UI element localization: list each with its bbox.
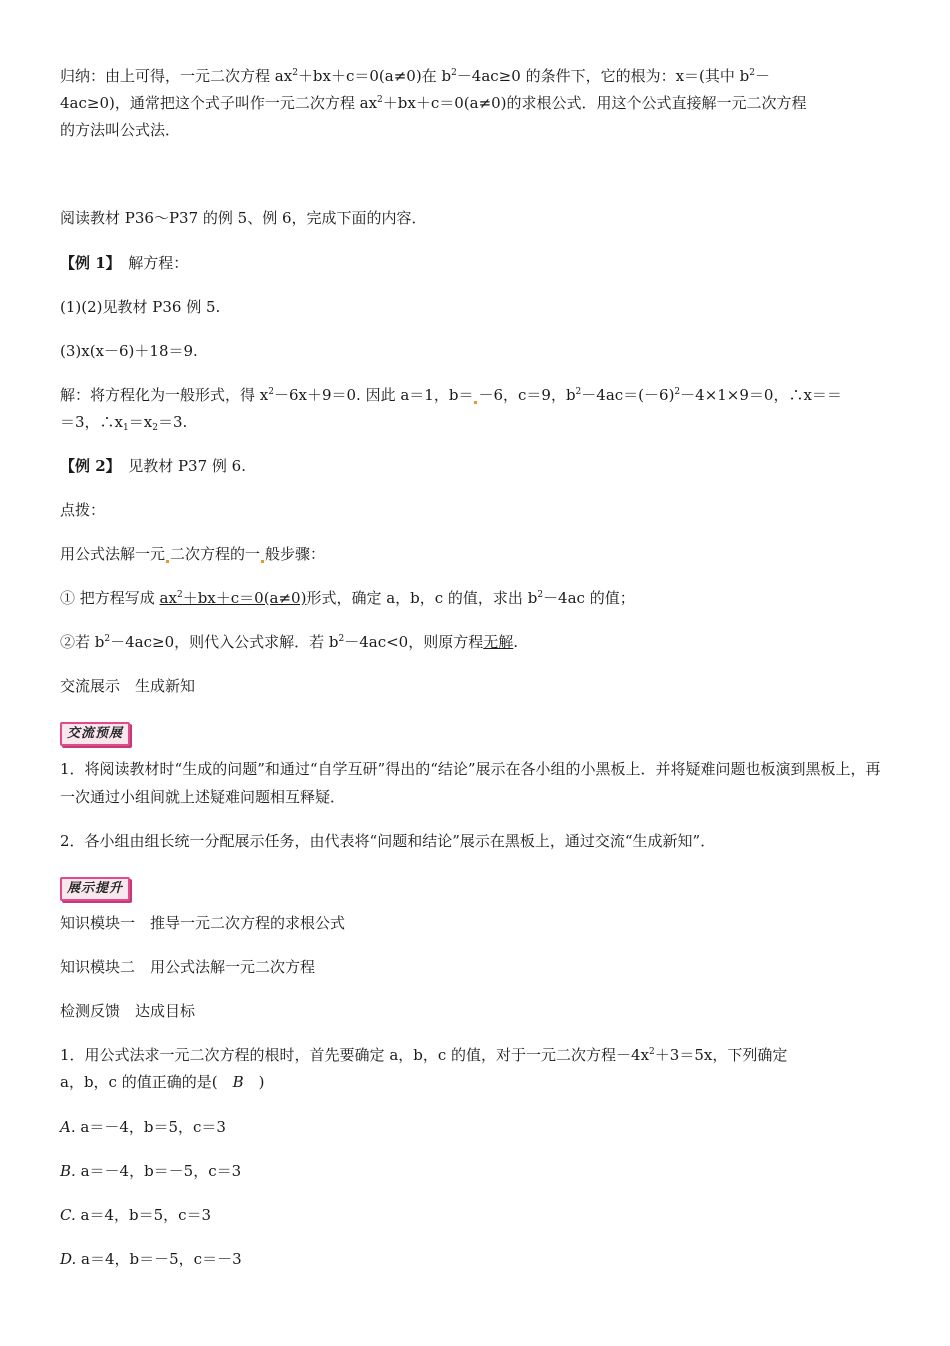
question-line-1 [60, 1041, 895, 1069]
text: ②若 b [60, 633, 105, 651]
hint-label: 点拨： [60, 501, 106, 519]
superscript: 2 [338, 634, 345, 644]
text: 1．将阅读教材时“生成的问题”和通过“自学互研”得出的“结论”展示在各小组的小黑板上．并将疑难问题也板演到黑板上，再一次通过小组间就上述疑难问题相互释疑． [60, 760, 881, 806]
annotation-dot [261, 560, 264, 563]
text: ax [159, 589, 177, 607]
text: 二次方程的一 [170, 545, 261, 563]
subscript: 1 [123, 423, 129, 433]
text: －4ac≥0，则代入公式求解．若 b [110, 633, 339, 651]
text: 归纳：由上可得，一元二次方程 ax [60, 67, 293, 85]
example-1-solution-line-1 [60, 381, 895, 409]
exchange-item-1 [60, 755, 895, 811]
text: 4ac≥0)，通常把这个式子叫作一元二次方程 ax [60, 94, 378, 112]
example-1-item-12: (1)(2)见教材 P36 例 5. [60, 298, 221, 316]
hint-step-1 [60, 584, 895, 612]
superscript: 2 [377, 95, 383, 105]
text: a，b，c 的值正确的是( [60, 1073, 218, 1091]
annotation-dot [166, 560, 169, 563]
text: 1．用公式法求一元二次方程的根时，首先要确定 a，b，c 的值，对于一元二次方程－4x [60, 1046, 650, 1064]
option-letter: B. [60, 1162, 76, 1180]
option-text: a＝－4，b＝5，c＝3 [80, 1118, 226, 1136]
text: 用公式法解一元 [60, 545, 166, 563]
summary-line-3: 的方法叫公式法． [60, 121, 181, 139]
text: －6，c＝9，b [478, 386, 576, 404]
option-text: a＝4，b＝－5，c＝－3 [81, 1250, 242, 1268]
superscript: 2 [268, 387, 274, 397]
text: 解：将方程化为一般形式，得 x [60, 386, 269, 404]
text: ＝3，∴x [60, 413, 124, 431]
exchange-item-2: 2．各小组由组长统一分配展示任务，由代表将“问题和结论”展示在黑板上，通过交流“生成新知”． [60, 832, 716, 850]
answer-letter: B [232, 1073, 244, 1091]
subscript: 2 [152, 423, 158, 433]
superscript: 2 [292, 68, 298, 78]
text: ＋bx＋c＝0(a≠0)的求根公式．用这个公式直接解一元二次方程 [382, 94, 807, 112]
example-title: 解方程： [128, 254, 189, 272]
feedback-heading: 检测反馈 达成目标 [60, 1002, 196, 1020]
example-1-solution-line-2 [60, 408, 895, 436]
text: ＋bx＋c＝0(a≠0) [182, 589, 307, 607]
superscript: 2 [674, 387, 681, 397]
option-text: a＝4，b＝5，c＝3 [80, 1206, 212, 1224]
example-label: 【例 1】 [60, 254, 114, 272]
option-b [60, 1157, 895, 1185]
superscript: 2 [104, 634, 111, 644]
knowledge-module-1: 知识模块一 推导一元二次方程的求根公式 [60, 914, 346, 932]
summary-line-1 [60, 62, 895, 90]
text: －4×1×9＝0，∴x＝＝ [680, 386, 842, 404]
exchange-heading: 交流展示 生成新知 [60, 677, 196, 695]
no-solution-answer: 无解 [483, 633, 514, 651]
text: －4ac 的值； [543, 589, 635, 607]
text: －4ac＝(－6) [581, 386, 675, 404]
text: ) [258, 1073, 265, 1091]
option-d [60, 1245, 895, 1273]
example-1-item-3: (3)x(x－6)＋18＝9. [60, 342, 198, 360]
exchange-preview-badge: 交流预展 [60, 722, 130, 746]
superscript: 2 [649, 1047, 655, 1057]
superscript: 2 [575, 387, 582, 397]
option-c [60, 1201, 895, 1229]
example-label: 【例 2】 [60, 457, 114, 475]
superscript: 2 [176, 590, 183, 600]
option-letter: D. [60, 1250, 77, 1268]
summary-line-2 [60, 89, 895, 117]
text: －4ac≥0 的条件下，它的根为：x＝(其中 b [456, 67, 750, 85]
reading-instruction: 阅读教材 P36～P37 的例 5、例 6，完成下面的内容． [60, 209, 427, 227]
example-2 [60, 452, 895, 480]
display-improve-badge: 展示提升 [60, 877, 130, 901]
annotation-dot [474, 401, 477, 404]
question-line-2 [60, 1068, 895, 1096]
superscript: 2 [749, 68, 755, 78]
example-1-header [60, 249, 895, 277]
standard-form-formula [160, 589, 307, 607]
text: ＋bx＋c＝0(a≠0)在 b [297, 67, 452, 85]
hint-step-2 [60, 628, 895, 656]
option-text: a＝－4，b＝－5，c＝3 [80, 1162, 242, 1180]
superscript: 2 [537, 590, 544, 600]
text: －6x＋9＝0. 因此 a＝1，b＝ [273, 386, 474, 404]
superscript: 2 [451, 68, 457, 78]
option-a [60, 1113, 895, 1141]
text: . [513, 633, 519, 651]
text: － [754, 67, 770, 85]
text: ＝x [128, 413, 153, 431]
knowledge-module-2: 知识模块二 用公式法解一元二次方程 [60, 958, 316, 976]
option-letter: A. [60, 1118, 76, 1136]
text: 般步骤： [265, 545, 326, 563]
text: －4ac<0，则原方程 [344, 633, 484, 651]
text: 形式，确定 a，b，c 的值，求出 b [306, 589, 538, 607]
hint-intro [60, 540, 895, 568]
text: ＝3. [157, 413, 188, 431]
text: ＋3＝5x，下列确定 [654, 1046, 788, 1064]
text: ① 把方程写成 [60, 589, 160, 607]
example-text: 见教材 P37 例 6. [128, 457, 246, 475]
option-letter: C. [60, 1206, 76, 1224]
